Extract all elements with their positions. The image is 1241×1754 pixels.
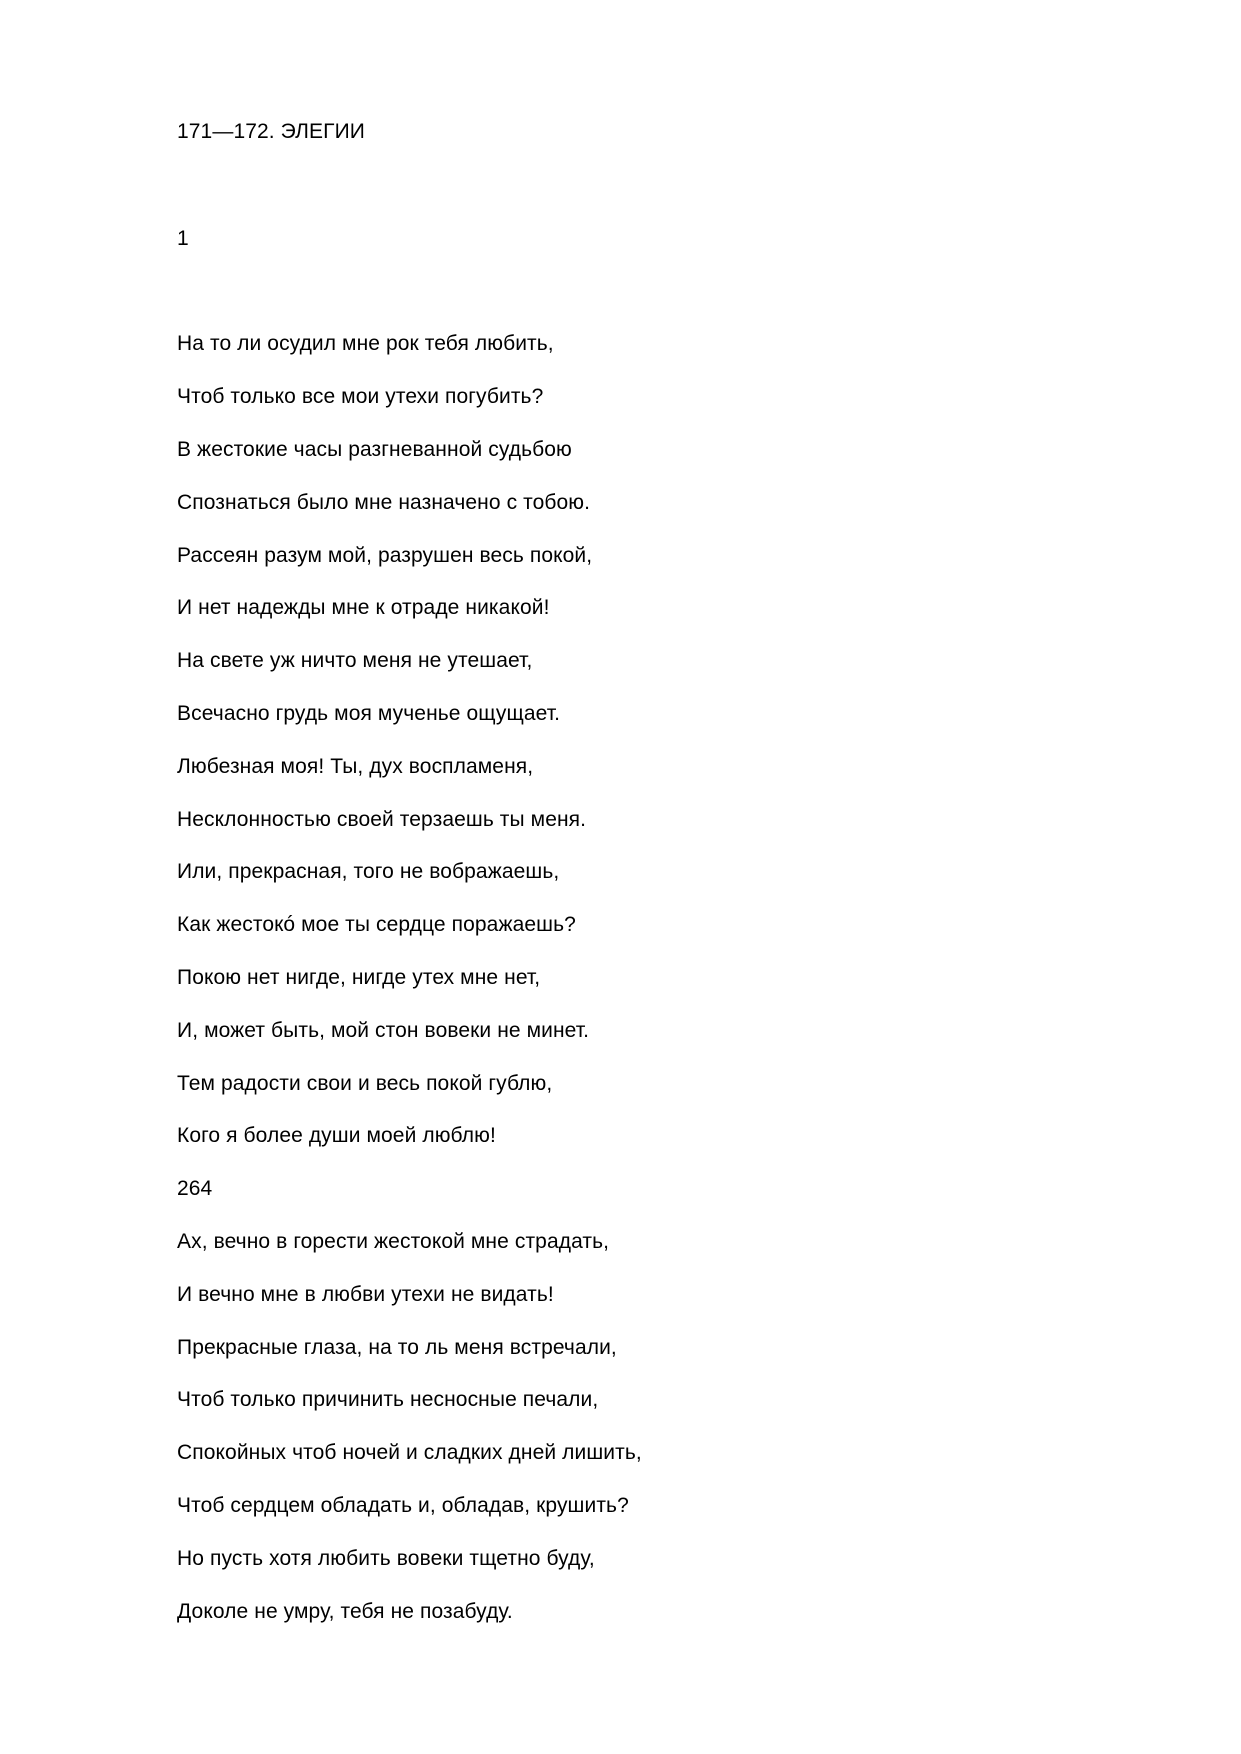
verse-line: И, может быть, мой стон вовеки не минет. (177, 1019, 590, 1042)
verse-line: Любезная моя! Ты, дух воспламеня, (177, 755, 534, 778)
verse-line: Или, прекрасная, того не вображаешь, (177, 860, 560, 883)
verse-line: И вечно мне в любви утехи не видать! (177, 1283, 554, 1306)
verse-line: Рассеян разум мой, разрушен весь покой, (177, 544, 593, 567)
verse-line: Несклонностью своей терзаешь ты меня. (177, 808, 587, 831)
verse-line: Спокойных чтоб ночей и сладких дней лишить, (177, 1441, 642, 1464)
verse-line: Но пусть хотя любить вовеки тщетно буду, (177, 1547, 595, 1570)
verse-line: Чтоб сердцем обладать и, обладав, крушить? (177, 1494, 629, 1517)
verse-line: Покою нет нигде, нигде утех мне нет, (177, 966, 541, 989)
verse-line: Чтоб только причинить несносные печали, (177, 1388, 599, 1411)
verse-line: Прекрасные глаза, на то ль меня встречали, (177, 1336, 617, 1359)
verse-line: Ах, вечно в горести жестокой мне страдать, (177, 1230, 610, 1253)
page-number: 264 (177, 1177, 213, 1200)
verse-line: Кого я более души моей люблю! (177, 1124, 496, 1147)
verse-line: Чтоб только все мои утехи погубить? (177, 385, 544, 408)
verse-line: На свете уж ничто меня не утешает, (177, 649, 533, 672)
verse-line: Как жестокó мое ты сердце поражаешь? (177, 913, 576, 936)
verse-line: И нет надежды мне к отраде никакой! (177, 596, 550, 619)
verse-line: На то ли осудил мне рок тебя любить, (177, 332, 554, 355)
verse-line: Спознаться было мне назначено с тобою. (177, 491, 591, 514)
verse-line: Всечасно грудь моя мученье ощущает. (177, 702, 561, 725)
verse-line: В жестокие часы разгневанной судьбою (177, 438, 572, 461)
verse-line: Тем радости свои и весь покой гублю, (177, 1072, 553, 1095)
section-number: 1 (177, 227, 189, 250)
page-title: 171—172. ЭЛЕГИИ (177, 120, 365, 143)
verse-line: Доколе не умру, тебя не позабуду. (177, 1600, 513, 1623)
